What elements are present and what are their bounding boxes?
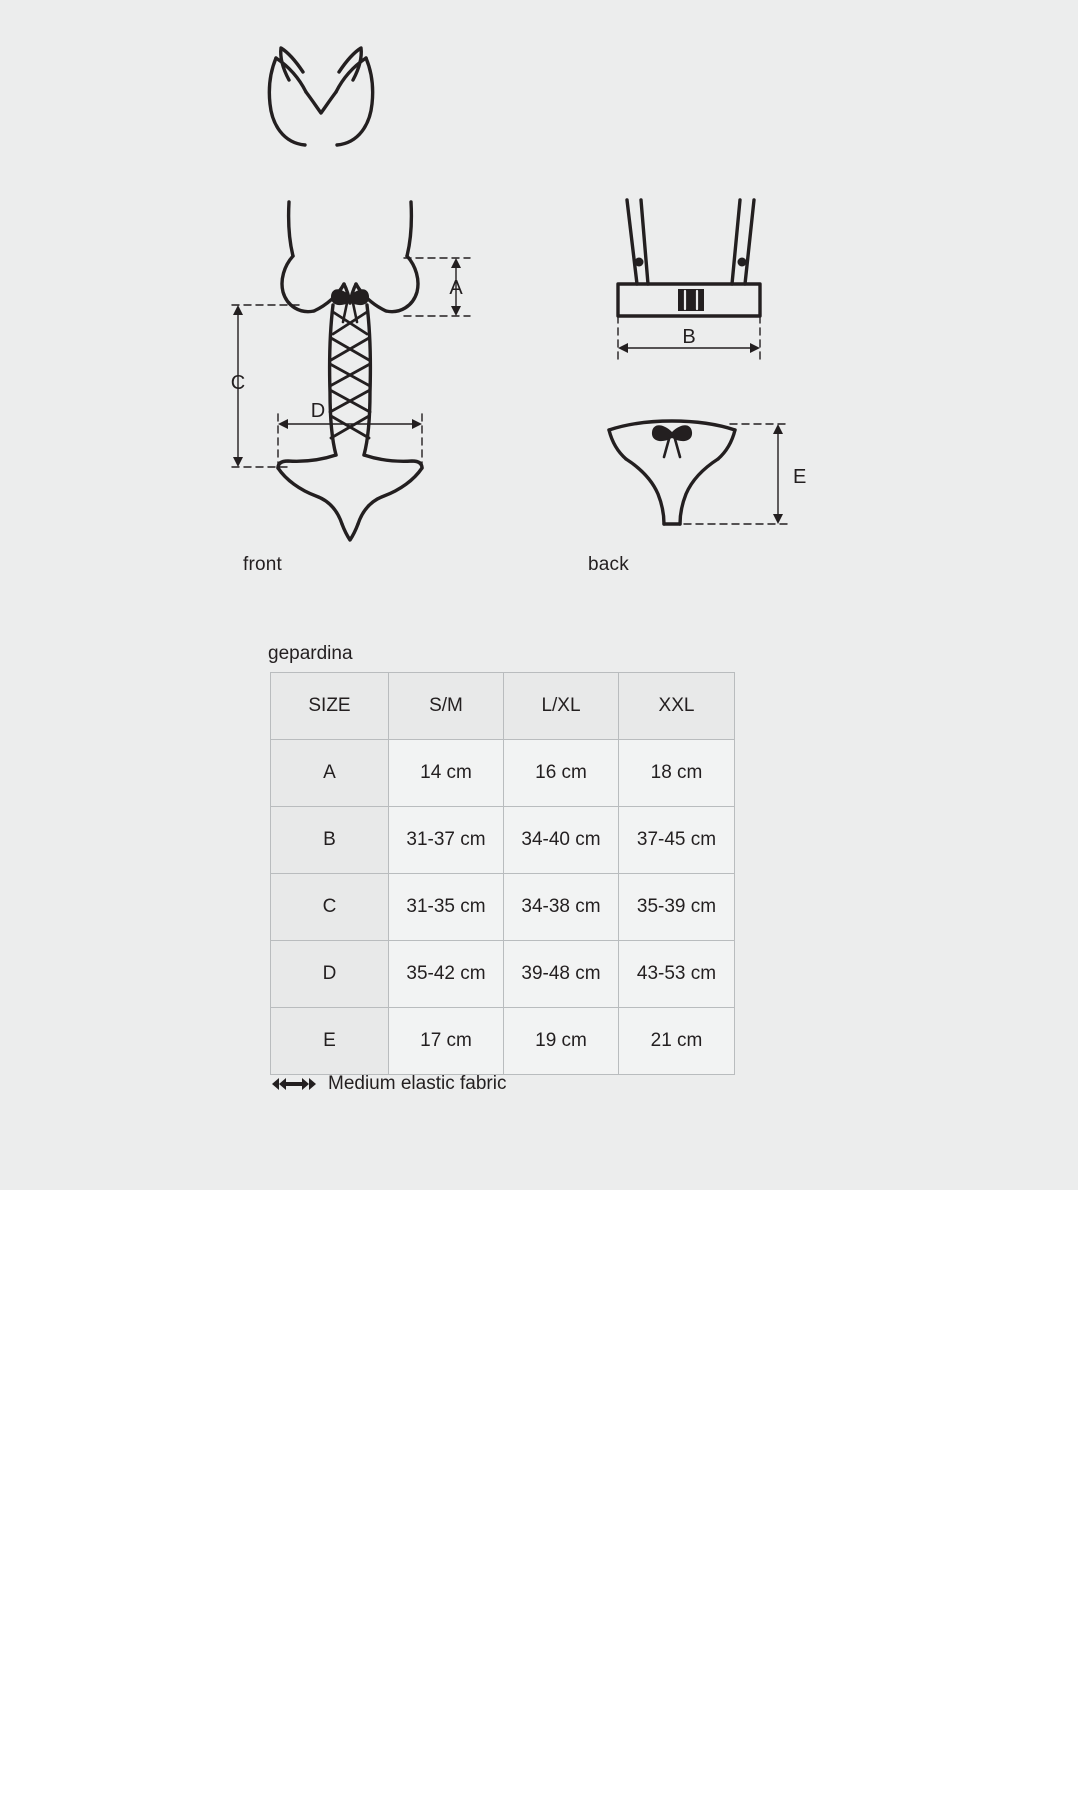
- cell-b-lxl: 34-40 cm: [504, 807, 619, 874]
- bra-back-icon: [618, 200, 760, 316]
- cell-d-lxl: 39-48 cm: [504, 941, 619, 1008]
- cell-a-lxl: 16 cm: [504, 740, 619, 807]
- cell-c-sm: 31-35 cm: [389, 874, 504, 941]
- cat-ear-headband-icon: [269, 48, 372, 145]
- table-row: [271, 740, 735, 807]
- fabric-note-text: Medium elastic fabric: [328, 1073, 507, 1094]
- row-label-e: E: [271, 1008, 389, 1075]
- label-b: B: [682, 326, 696, 348]
- table-header-row: [271, 673, 735, 740]
- row-label-a: A: [271, 740, 389, 807]
- label-e: E: [793, 466, 807, 488]
- label-a: A: [449, 277, 463, 299]
- garment-diagrams: [0, 0, 1078, 620]
- label-c: C: [230, 372, 246, 394]
- cell-a-xxl: 18 cm: [619, 740, 735, 807]
- cell-c-lxl: 34-38 cm: [504, 874, 619, 941]
- table-row: [271, 941, 735, 1008]
- double-arrow-elastic-icon: [270, 1073, 318, 1095]
- cell-c-xxl: 35-39 cm: [619, 874, 735, 941]
- table-header-xxl: XXL: [619, 673, 735, 740]
- table-row: [271, 874, 735, 941]
- thong-back-icon: [609, 421, 735, 524]
- cell-e-xxl: 21 cm: [619, 1008, 735, 1075]
- product-name: gepardina: [268, 643, 353, 664]
- label-d: D: [310, 400, 326, 422]
- bodysuit-front-icon: [278, 202, 422, 540]
- cell-e-sm: 17 cm: [389, 1008, 504, 1075]
- caption-back: back: [588, 554, 629, 575]
- cell-b-sm: 31-37 cm: [389, 807, 504, 874]
- cell-d-xxl: 43-53 cm: [619, 941, 735, 1008]
- caption-front: front: [243, 554, 283, 575]
- table-row: [271, 807, 735, 874]
- table-header-size: SIZE: [271, 673, 389, 740]
- row-label-b: B: [271, 807, 389, 874]
- cell-a-sm: 14 cm: [389, 740, 504, 807]
- table-header-sm: S/M: [389, 673, 504, 740]
- fabric-note: [270, 1073, 506, 1095]
- cell-d-sm: 35-42 cm: [389, 941, 504, 1008]
- table-header-lxl: L/XL: [504, 673, 619, 740]
- size-table: [270, 672, 735, 1075]
- cell-e-lxl: 19 cm: [504, 1008, 619, 1075]
- table-row: [271, 1008, 735, 1075]
- row-label-c: C: [271, 874, 389, 941]
- row-label-d: D: [271, 941, 389, 1008]
- cell-b-xxl: 37-45 cm: [619, 807, 735, 874]
